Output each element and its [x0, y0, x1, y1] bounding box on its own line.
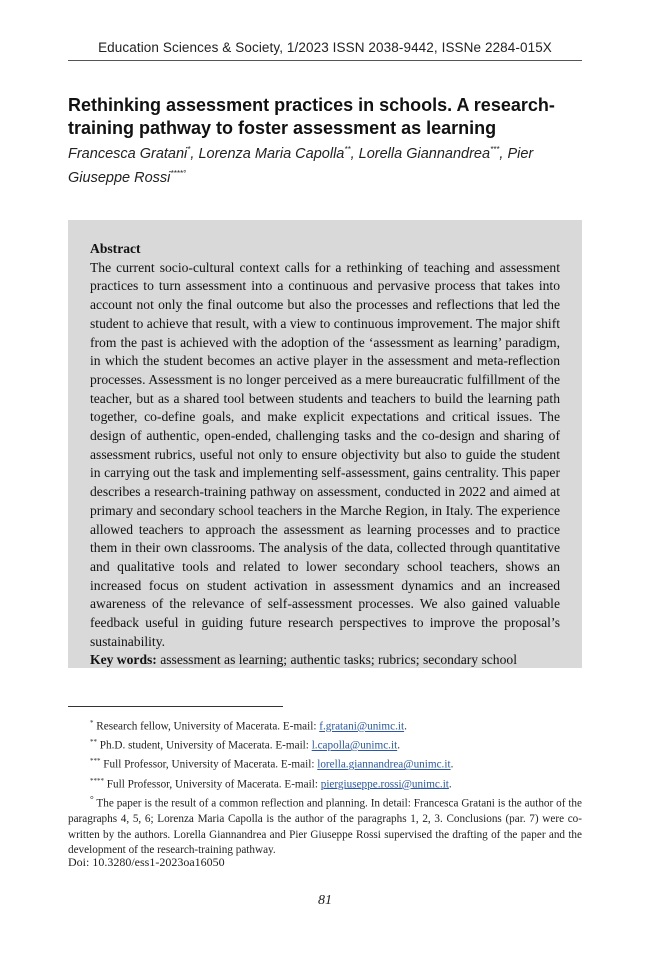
author-mark: *** — [490, 145, 500, 154]
footnote-end: . — [397, 739, 400, 752]
footnote-end: . — [450, 759, 454, 772]
abstract-content — [90, 240, 560, 670]
footnote-text: Research fellow, University of Macerata. E-mail: — [96, 720, 320, 733]
footnote — [68, 735, 582, 754]
email-link[interactable]: l.capolla@unimc.it — [311, 739, 398, 752]
abstract-text: The current socio-cultural context calls for a rethinking of teaching and assessment practices to turn assessment into a continuous and pervasive process that takes into account not only the final outcome but also the processes and reflections that led the student to achieve that result, with a view to continuous improvement. The major shift from the past is achieved with the adoption of the ‘assessment as learning’ paradigm, in which the student becomes an active player in the assessment and meta-reflection processes. Assessment is no longer perceived as a mere bureaucratic fulfillment of the teacher, but as a shared tool between students and teachers to build the learning path together, co-define goals, and make explicit expectations and critical issues. The design of authentic, open-ended, challenging tasks and the co-design and sharing of assessment rubrics, useful not only to ensure objectivity but also to guide the student in carrying out the task and implementing self-assessment, gains centrality. This paper describes a research-training pathway on assessment, conducted in 2022 and aimed at primary and secondary school teachers in the Marche Region, in Italy. The experience allowed teachers to approach the assessment as learning processes and to practice them in their own classrooms. The analysis of the data, collected through quantitative and qualitative tools and related to lower secondary school teachers, shows an increased focus on student activation in assessment dynamics and an increased awareness of the relevance of self-assessment processes. We also gained valuable feedback useful in guiding future research perspectives to improve the proposal’s sustainability. — [90, 259, 560, 649]
journal-header: Education Sciences & Society, 1/2023 ISSN 2038-9442, ISSNe 2284-015X — [98, 40, 552, 55]
footnote-end: . — [404, 720, 407, 733]
author-mark: ** — [344, 145, 351, 154]
footnote-divider — [68, 706, 283, 707]
author-list — [68, 140, 588, 188]
contribution-text: The paper is the result of a common reflection and planning. In detail: Francesca Gratani is the author of the paragraphs 4, 5, 6; Lorenza Maria Capolla is the author of the paragraphs 1, 2, 3. Conclusions (par. 7) were co-written by the authors. Lorella Giannandrea and Pier Giuseppe Rossi supervised the drafting of the paper and the development of the research-training pathway. — [68, 797, 582, 857]
author-name: Lorella Giannandrea — [358, 145, 491, 162]
footnote-mark: **** — [90, 776, 104, 785]
footnote-text: Full Professor, University of Macerata. E-mail: — [106, 778, 321, 791]
footnote — [68, 716, 582, 735]
author-separator: , — [499, 145, 508, 162]
page-number: 81 — [318, 893, 332, 908]
doi: Doi: 10.3280/ess1-2023oa16050 — [68, 855, 225, 869]
email-link[interactable]: f.gratani@unimc.it — [319, 720, 405, 733]
contribution-note — [68, 793, 582, 859]
footnote-end: . — [448, 778, 452, 791]
author-name: Francesca Gratani — [68, 145, 188, 162]
keywords-label: Key words: — [90, 652, 157, 668]
footnote-mark: * — [90, 719, 94, 727]
abstract-box — [68, 220, 582, 668]
footnote — [68, 754, 582, 773]
footnote-text: Full Professor, University of Macerata. E-mail: — [103, 759, 318, 772]
author-mark: ****° — [170, 168, 187, 178]
keywords-text: assessment as learning; authentic tasks; rubrics; secondary school — [160, 652, 517, 668]
footnote-mark: ** — [90, 738, 97, 747]
email-link[interactable]: piergiuseppe.rossi@unimc.it — [320, 778, 449, 791]
author-separator: , — [190, 145, 199, 162]
footnote-mark: ° — [90, 794, 94, 805]
footnote-mark: *** — [90, 757, 101, 766]
author-mark: * — [187, 145, 191, 154]
keywords-line — [90, 651, 560, 670]
footnote — [68, 774, 582, 793]
email-link[interactable]: lorella.giannandrea@unimc.it — [317, 759, 451, 772]
paper-title: Rethinking assessment practices in schools. A research-training pathway to foster assessment as learning — [68, 95, 555, 138]
header-divider — [68, 60, 582, 61]
author-name: Lorenza Maria Capolla — [198, 145, 345, 162]
abstract-heading: Abstract — [90, 241, 141, 256]
author-separator: , — [350, 145, 359, 162]
author-name: Pier Giuseppe Rossi — [68, 145, 534, 186]
footnotes — [68, 716, 582, 859]
footnote-text: Ph.D. student, University of Macerata. E-mail: — [99, 739, 312, 752]
